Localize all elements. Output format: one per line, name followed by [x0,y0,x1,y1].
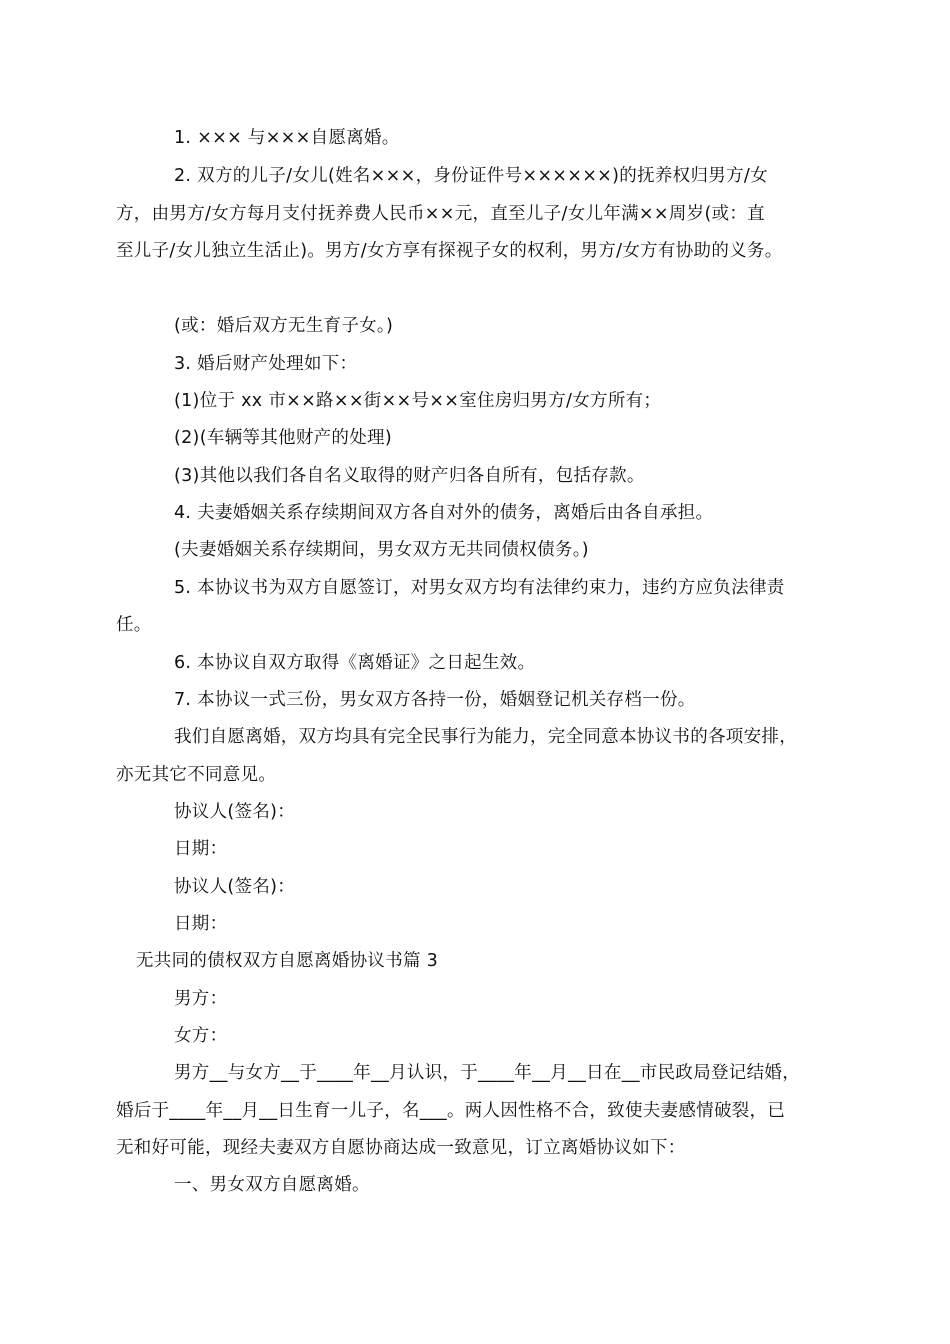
signatory-1: 协议人(签名)： [174,802,296,822]
intro-line-2: 婚后于____年__月__日生育一儿子，名___。两人因性格不合，致使夫妻感情破裂，已 [116,1101,786,1121]
clause-2-alt: (或：婚后双方无生育子女。) [174,316,394,336]
male-party: 男方： [174,989,228,1009]
declaration-line-2: 亦无其它不同意见。 [116,765,277,785]
date-1: 日期： [174,839,228,859]
declaration-line-1: 我们自愿离婚，双方均具有完全民事行为能力，完全同意本协议书的各项安排， [174,727,797,747]
clause-5-line-2: 任。 [116,615,152,635]
clause-6: 6. 本协议自双方取得《离婚证》之日起生效。 [174,653,536,673]
clause-3-item-1: (1)位于 xx 市××路××街××号××室住房归男方/女方所有； [174,391,662,411]
clause-3-item-3: (3)其他以我们各自名义取得的财产归各自所有，包括存款。 [174,466,645,486]
clause-2-line-1: 2. 双方的儿子/女儿(姓名×××，身份证件号××××××)的抚养权归男方/女 [174,166,768,186]
clause-4: 4. 夫妻婚姻关系存续期间双方各自对外的债务，离婚后由各自承担。 [174,503,714,523]
clause-3-item-2: (2)(车辆等其他财产的处理) [174,428,392,448]
signatory-2: 协议人(签名)： [174,877,296,897]
clause-1: 1. ××× 与×××自愿离婚。 [174,128,400,148]
section-title: 无共同的债权双方自愿离婚协议书篇 3 [136,951,439,971]
female-party: 女方： [174,1026,228,1046]
clause-4-alt: (夫妻婚姻关系存续期间，男女双方无共同债权债务。) [174,540,589,560]
clause-2-line-2: 方，由男方/女方每月支付抚养费人民币××元，直至儿子/女儿年满××周岁(或：直 [116,204,765,224]
intro-line-3: 无和好可能，现经夫妻双方自愿协商达成一致意见，订立离婚协议如下： [116,1138,686,1158]
clause-2-line-3: 至儿子/女儿独立生活止)。男方/女方享有探视子女的权利，男方/女方有协助的义务。 [116,241,783,261]
clause-3: 3. 婚后财产处理如下： [174,354,358,374]
date-2: 日期： [174,914,228,934]
article-1: 一、男女双方自愿离婚。 [174,1175,370,1195]
clause-5-line-1: 5. 本协议书为双方自愿签订，对男女双方均有法律约束力，违约方应负法律责 [174,578,785,598]
intro-line-1: 男方__与女方__于____年__月认识，于____年__月__日在__市民政局登记结婚， [174,1063,800,1083]
clause-7: 7. 本协议一式三份，男女双方各持一份，婚姻登记机关存档一份。 [174,690,696,710]
